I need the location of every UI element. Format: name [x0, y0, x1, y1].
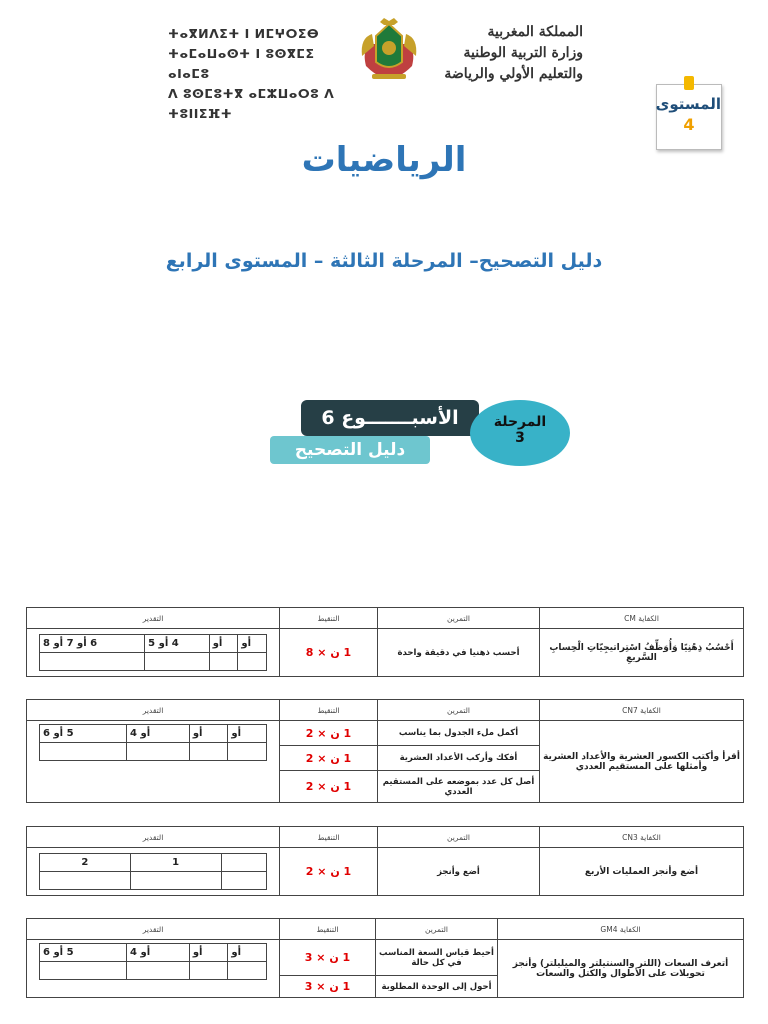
score-cell: 1 ن × 8 [280, 629, 378, 677]
ministry-line: والتعليم الأولي والرياضة [444, 66, 583, 82]
assessment-blank [145, 653, 210, 671]
header-scoring: التنقيط [280, 827, 378, 848]
ministry-line: المملكة المغربية [487, 24, 583, 40]
score-cell: 1 ن × 2 [280, 721, 378, 746]
tifinagh-line: ⵜⴰⴳⵍⴷⵉⵜ ⵏ ⵍⵎⵖⵔⵉⴱ [168, 26, 320, 41]
header-exercise: التمرين [376, 919, 498, 940]
score-cell: 1 ن × 3 [280, 976, 376, 998]
assessment-blank [40, 962, 127, 980]
score-cell: 1 ن × 2 [280, 848, 378, 896]
competency-cell: أَحْسُبُ ذِهْنِيًا وَأُوَظِّفُ اسْتِراتيجِيّاتِ الْحِسابِ السَّريعِ [540, 629, 744, 677]
table-cm [26, 607, 744, 677]
assessment-option: 4 أو 5 [145, 635, 210, 653]
score-cell: 1 ن × 2 [280, 746, 378, 771]
competency-cell: أقرأ وأكتب الكسور العشرية والأعداد العشرية وأمثلها على المستقيم العددي [540, 721, 744, 803]
header-exercise: التمرين [378, 608, 540, 629]
header-scoring: التنقيط [280, 700, 378, 721]
header-scoring: التنقيط [280, 608, 378, 629]
assessment-blank [130, 872, 221, 890]
assessment-grid [39, 943, 267, 980]
assessment-option: أو [209, 635, 238, 653]
assessment-grid [39, 853, 267, 890]
assessment-blank [40, 872, 131, 890]
assessment-option: أو [189, 725, 228, 743]
score-cell: 1 ن × 2 [280, 771, 378, 803]
ministry-header [425, 22, 583, 85]
assessment-blank [40, 743, 127, 761]
assessment-cell [27, 629, 280, 677]
header-assessment: التقدير [27, 700, 280, 721]
guide-badge: دليل التصحيح [270, 436, 430, 464]
table-cn7 [26, 699, 744, 803]
header-competency: الكفاية CM [540, 608, 744, 629]
exercise-cell: أضع وأنجز [378, 848, 540, 896]
assessment-cell [27, 848, 280, 896]
header-assessment: التقدير [27, 919, 280, 940]
table-cn3 [26, 826, 744, 896]
score-cell: 1 ن × 3 [280, 940, 376, 976]
assessment-option: أو [238, 635, 267, 653]
competency-cell: أتعرف السعات (اللتر والسنتيلتر والميليلتر) وأنجز تحويلات على الأطوال والكتل والسعات [498, 940, 744, 998]
assessment-blank [189, 962, 228, 980]
header-exercise: التمرين [378, 700, 540, 721]
assessment-blank [127, 962, 190, 980]
assessment-blank [209, 653, 238, 671]
header-competency: الكفاية CN3 [540, 827, 744, 848]
page-subtitle: دليل التصحيح– المرحلة الثالثة – المستوى الرابع [165, 250, 603, 272]
header-scoring: التنقيط [280, 919, 376, 940]
exercise-cell: أحسب ذهنيا في دقيقة واحدة [378, 629, 540, 677]
pin-icon [684, 76, 694, 90]
assessment-blank [189, 743, 228, 761]
assessment-option: 1 [130, 854, 221, 872]
exercise-cell: أكمل ملء الجدول بما يناسب [378, 721, 540, 746]
assessment-cell [27, 721, 280, 803]
assessment-blank [40, 653, 145, 671]
week-badge: الأسبـــــــوع 6 [301, 400, 479, 436]
header-assessment: التقدير [27, 827, 280, 848]
phase-number: 3 [515, 430, 525, 446]
exercise-cell: أصل كل عدد بموضعه على المستقيم العددي [378, 771, 540, 803]
header-assessment: التقدير [27, 608, 280, 629]
assessment-option: أو [228, 725, 267, 743]
phase-badge [470, 400, 570, 466]
header-competency: الكفاية GM4 [498, 919, 744, 940]
assessment-grid [39, 724, 267, 761]
header-exercise: التمرين [378, 827, 540, 848]
assessment-option: أو [228, 944, 267, 962]
table-gm4 [26, 918, 744, 998]
assessment-option: 2 [40, 854, 131, 872]
tifinagh-header [168, 24, 348, 124]
assessment-option [221, 854, 266, 872]
assessment-option: 5 أو 6 [40, 725, 127, 743]
assessment-option: أو 4 [127, 944, 190, 962]
assessment-blank [127, 743, 190, 761]
level-number: 4 [683, 115, 695, 134]
assessment-option: 5 أو 6 [40, 944, 127, 962]
exercise-cell: أحيط قياس السعة المناسب في كل حالة [376, 940, 498, 976]
assessment-blank [221, 872, 266, 890]
assessment-blank [238, 653, 267, 671]
assessment-option: أو 4 [127, 725, 190, 743]
assessment-cell [27, 940, 280, 998]
assessment-blank [228, 962, 267, 980]
phase-label: المرحلة [493, 414, 547, 430]
exercise-cell: أحول إلى الوحدة المطلوبة [376, 976, 498, 998]
exercise-cell: أفكك وأركب الأعداد العشرية [378, 746, 540, 771]
ministry-line: وزارة التربية الوطنية [463, 45, 583, 61]
level-label: المستوى [655, 95, 721, 113]
assessment-grid [39, 634, 267, 671]
page-title: الرياضيات [301, 140, 467, 180]
assessment-blank [228, 743, 267, 761]
assessment-option: أو [189, 944, 228, 962]
header-competency: الكفاية CN7 [540, 700, 744, 721]
moroccan-emblem-icon [358, 16, 420, 82]
tifinagh-line: ⵜⴰⵎⴰⵡⴰⵙⵜ ⵏ ⵓⵙⴳⵎⵉ ⴰⵏⴰⵎⵓ [168, 46, 315, 81]
tifinagh-line: ⴷ ⵓⵙⵎⵓⵜⴳ ⴰⵎⵣⵡⴰⵔⵓ ⴷ ⵜⵓⵏⵏⵉⴼⵜ [168, 86, 335, 121]
assessment-option: 6 أو 7 أو 8 [40, 635, 145, 653]
competency-cell: أضع وأنجز العمليات الأربع [540, 848, 744, 896]
